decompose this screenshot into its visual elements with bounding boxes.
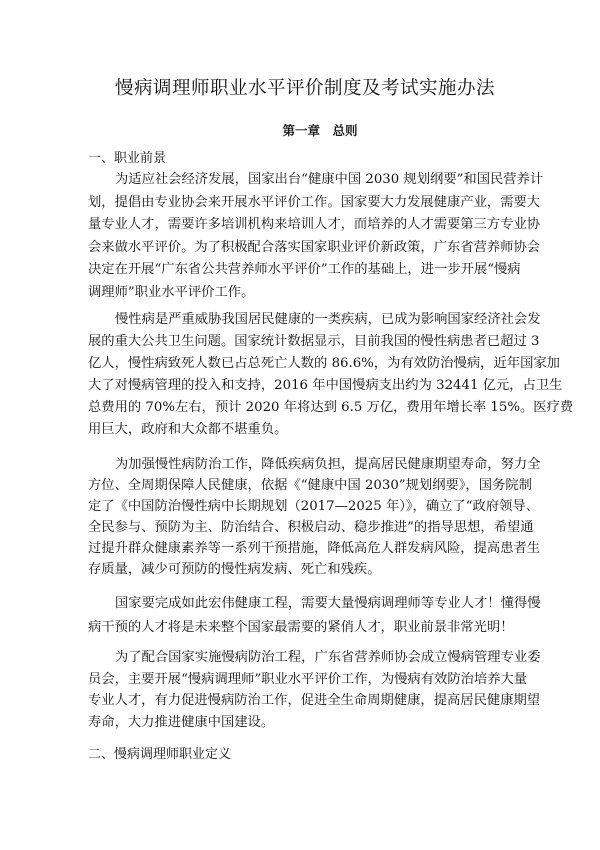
paragraph-line: 量专业人才，需要许多培训机构来培训人才，而培养的人才需要第三方专业协 — [88, 217, 541, 233]
chapter-heading: 第一章 总则 — [282, 123, 358, 138]
paragraph-line: 寿命，大力推进健康中国建设。 — [88, 715, 275, 731]
section-heading-career-prospects: 一、职业前景 — [88, 151, 167, 166]
paragraph-line: 调理师”职业水平评价工作。 — [88, 284, 255, 300]
paragraph-line: 专业人才，有力促进慢病防治工作，促进全生命周期健康，提高居民健康期望 — [88, 693, 541, 709]
paragraph-line: 展的重大公共卫生问题。国家统计数据显示，目前我国的慢性病患者已超过 3 — [88, 334, 540, 349]
paragraph-line: 会来做水平评价。为了积极配合落实国家职业评价新政策，广东省营养师协会 — [88, 239, 541, 255]
paragraph-line: 大了对慢病管理的投入和支持，2016 年中国慢病支出约为 32441 亿元，占卫生 — [88, 378, 563, 393]
paragraph-line: 为了配合国家实施慢病防治工程，广东省营养师协会成立慢病管理专业委 — [115, 650, 541, 665]
paragraph-line: 员会，主要开展“慢病调理师”职业水平评价工作，为慢病有效防治培养大量 — [88, 671, 528, 687]
paragraph-line: 定了《中国防治慢性病中长期规划（2017—2025 年）》，确立了“政府领导、 — [88, 499, 540, 514]
paragraph — [88, 169, 544, 305]
paragraph-line: 总费用的 70%左右，预计 2020 年将达到 6.5 万亿，费用年增长率 15%。医疗费 — [88, 400, 574, 415]
paragraph-line: 全民参与、预防为主、防治结合、积极启动、稳步推进”的指导思想，希望通 — [88, 520, 534, 535]
paragraph-line: 决定在开展“广东省公共营养师水平评价”工作的基础上，进一步开展“慢病 — [88, 262, 521, 278]
paragraph — [88, 309, 574, 441]
paragraph — [88, 592, 541, 640]
paragraph-line: 为适应社会经济发展，国家出台“健康中国 2030 规划纲要”和国民营养计 — [115, 172, 544, 187]
paragraph — [88, 454, 541, 580]
paragraph-line: 用巨大，政府和大众都不堪重负。 — [88, 422, 288, 437]
document-title: 慢病调理师职业水平评价制度及考试实施办法 — [114, 78, 495, 99]
paragraph-line: 慢性病是严重威胁我国居民健康的一类疾病，已成为影响国家经济社会发 — [115, 312, 541, 327]
paragraph-line: 方位、全周期保障人民健康，依据《“健康中国 2030”规划纲要》，国务院制 — [88, 478, 532, 493]
section-heading-definition: 二、慢病调理师职业定义 — [88, 747, 232, 762]
paragraph — [88, 647, 541, 734]
paragraph-line: 为加强慢性病防治工作，降低疾病负担，提高居民健康期望寿命，努力全 — [115, 457, 541, 472]
paragraph-line: 亿人，慢性病致死人数已占总死亡人数的 86.6%，为有效防治慢病，近年国家加 — [88, 356, 560, 371]
paragraph-line: 国家要完成如此宏伟健康工程，需要大量慢病调理师等专业人才！懂得慢 — [115, 596, 541, 611]
paragraph-line: 存质量，减少可预防的慢性病发病、死亡和残疾。 — [88, 562, 381, 577]
paragraph-line: 病干预的人才将是未来整个国家最需要的紧俏人才，职业前景非常光明！ — [88, 620, 514, 635]
paragraph-line: 划，提倡由专业协会来开展水平评价工作。国家要大力发展健康产业，需要大 — [88, 194, 541, 210]
paragraph-line: 过提升群众健康素养等一系列干预措施，降低高危人群发病风险，提高患者生 — [88, 541, 541, 556]
